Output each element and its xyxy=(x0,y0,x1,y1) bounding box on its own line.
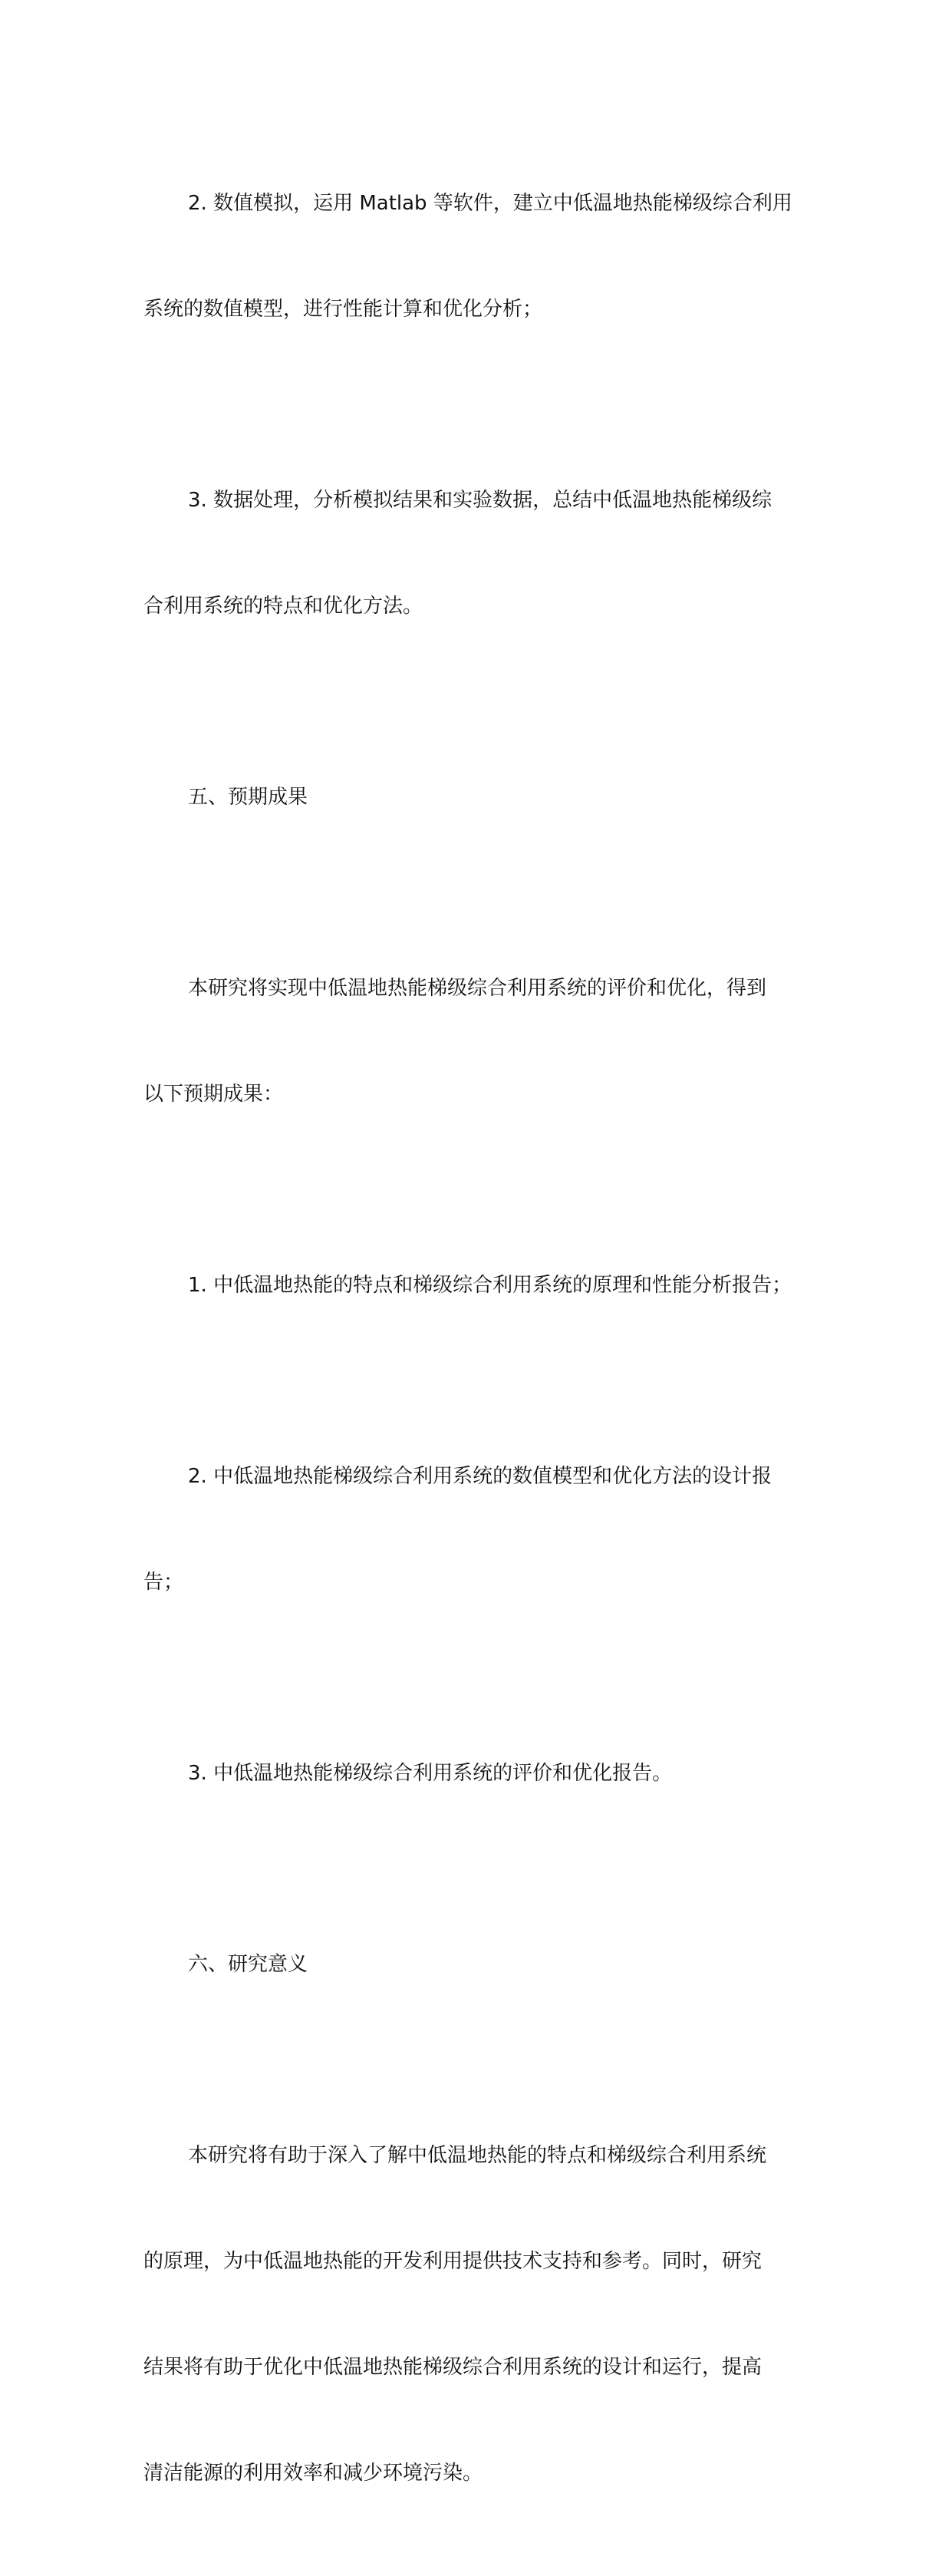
paragraph-method-2 xyxy=(143,115,819,397)
paragraph-method-3 xyxy=(143,412,819,694)
text-line: 本研究将实现中低温地热能梯级综合利用系统的评价和优化，得到 xyxy=(188,977,767,1000)
paragraph-result-1 xyxy=(143,1197,819,1374)
section-heading-significance xyxy=(143,1876,819,2053)
text-line: 的原理，为中低温地热能的开发利用提供技术支持和参考。同时，研究 xyxy=(143,2250,763,2273)
text-line: 3. 数据处理，分析模拟结果和实验数据，总结中低温地热能梯级综 xyxy=(188,489,772,512)
paragraph-result-2 xyxy=(143,1388,819,1671)
text-line: 2. 中低温地热能梯级综合利用系统的数值模型和优化方法的设计报 xyxy=(188,1465,772,1488)
paragraph-result-3 xyxy=(143,1685,819,1862)
text-line: 结果将有助于优化中低温地热能梯级综合利用系统的设计和运行，提高 xyxy=(143,2356,763,2379)
text-line: 本研究将有助于深入了解中低温地热能的特点和梯级综合利用系统 xyxy=(188,2144,767,2167)
text-line: 3. 中低温地热能梯级综合利用系统的评价和优化报告。 xyxy=(188,1762,673,1785)
paragraph-results-intro xyxy=(143,900,819,1182)
text-line: 告； xyxy=(143,1571,184,1594)
heading-text: 五、预期成果 xyxy=(188,786,308,809)
text-line: 清洁能源的利用效率和减少环境污染。 xyxy=(143,2462,483,2485)
text-line: 以下预期成果： xyxy=(143,1083,284,1106)
paragraph-significance xyxy=(143,2067,819,2561)
text-line: 1. 中低温地热能的特点和梯级综合利用系统的原理和性能分析报告； xyxy=(188,1274,792,1297)
section-heading-expected-results xyxy=(143,709,819,886)
text-line: 2. 数值模拟，运用 Matlab 等软件，建立中低温地热能梯级综合利用 xyxy=(188,192,792,215)
text-line: 合利用系统的特点和优化方法。 xyxy=(143,595,423,618)
heading-text: 六、研究意义 xyxy=(188,1953,308,1976)
text-line: 系统的数值模型，进行性能计算和优化分析； xyxy=(143,298,543,321)
